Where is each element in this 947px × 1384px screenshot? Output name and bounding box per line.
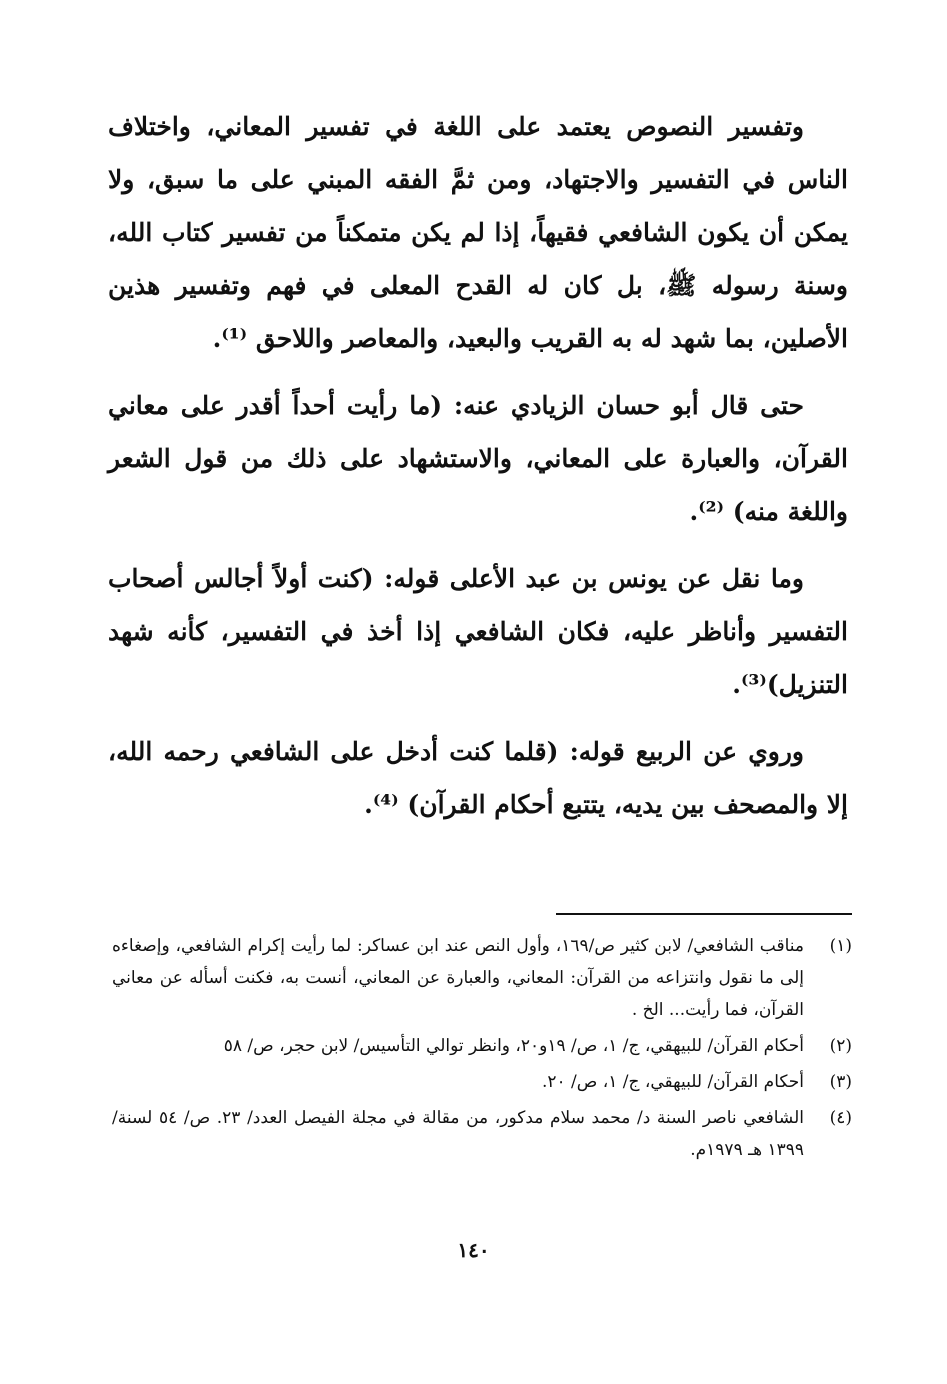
footnote <box>112 930 852 1026</box>
paragraph: وروي عن الربيع قوله: (قلما كنت أدخل على الشافعي رحمه الله، إلا والمصحف بين يديه، يتتبع أحكام القرآن) ⁽⁴⁾. <box>108 737 848 819</box>
footnote-separator <box>556 913 852 915</box>
footnote-text: أحكام القرآن/ للبيهقي، ج/ ١، ص/ ١٩و٢٠، وانظر توالي التأسيس/ لابن حجر، ص/ ٥٨ <box>223 1036 804 1056</box>
footnote-number: (٣) <box>829 1072 852 1092</box>
footnote-number: (١) <box>829 936 852 956</box>
footnote-number: (٤) <box>829 1108 852 1128</box>
paragraph: حتى قال أبو حسان الزيادي عنه: (ما رأيت أحداً أقدر على معاني القرآن، والعبارة على المعاني، والاستشهاد على ذلك من قول الشعر واللغة منه) ⁽²⁾. <box>108 391 848 526</box>
footnote-number: (٢) <box>829 1036 852 1056</box>
footnote <box>112 1066 852 1098</box>
main-text <box>108 100 848 845</box>
footnote-text: مناقب الشافعي/ لابن كثير ص/١٦٩، وأول النص عند ابن عساكر: لما رأيت إكرام الشافعي، وإصغاءه إلى ما نقول وانتزاعه من القرآن: المعاني، والعبارة عن المعاني، أنست به، فكنت أسأله عن معاني القرآن، فما رأيت... الخ . <box>112 936 804 1020</box>
footnotes <box>112 930 852 1170</box>
footnote <box>112 1030 852 1062</box>
page-number: ١٤٠ <box>457 1238 490 1262</box>
paragraph: وما نقل عن يونس بن عبد الأعلى قوله: (كنت أولاً أجالس أصحاب التفسير وأناظر عليه، فكان الشافعي إذا أخذ في التفسير، كأنه شهد التنزيل)⁽³⁾. <box>108 564 848 699</box>
footnote <box>112 1102 852 1166</box>
paragraph: وتفسير النصوص يعتمد على اللغة في تفسير المعاني، واختلاف الناس في التفسير والاجتهاد، ومن ثمَّ الفقه المبني على ما سبق، ولا يمكن أن يكون الشافعي فقيهاً، إذا لم يكن متمكناً من تفسير كتاب الله، وسنة رسوله ﷺ، بل كان له القدح المعلى في فهم وتفسير هذين الأصلين، بما شهد له به القريب والبعيد، والمعاصر واللاحق ⁽¹⁾. <box>108 112 848 353</box>
footnote-text: أحكام القرآن/ للبيهقي، ج/ ١، ص/ ٢٠. <box>541 1072 804 1092</box>
footnote-text: الشافعي ناصر السنة د/ محمد سلام مدكور، من مقالة في مجلة الفيصل العدد/ ٢٣. ص/ ٥٤ لسنة/ ١٣٩٩ هـ ١٩٧٩م. <box>112 1108 804 1160</box>
